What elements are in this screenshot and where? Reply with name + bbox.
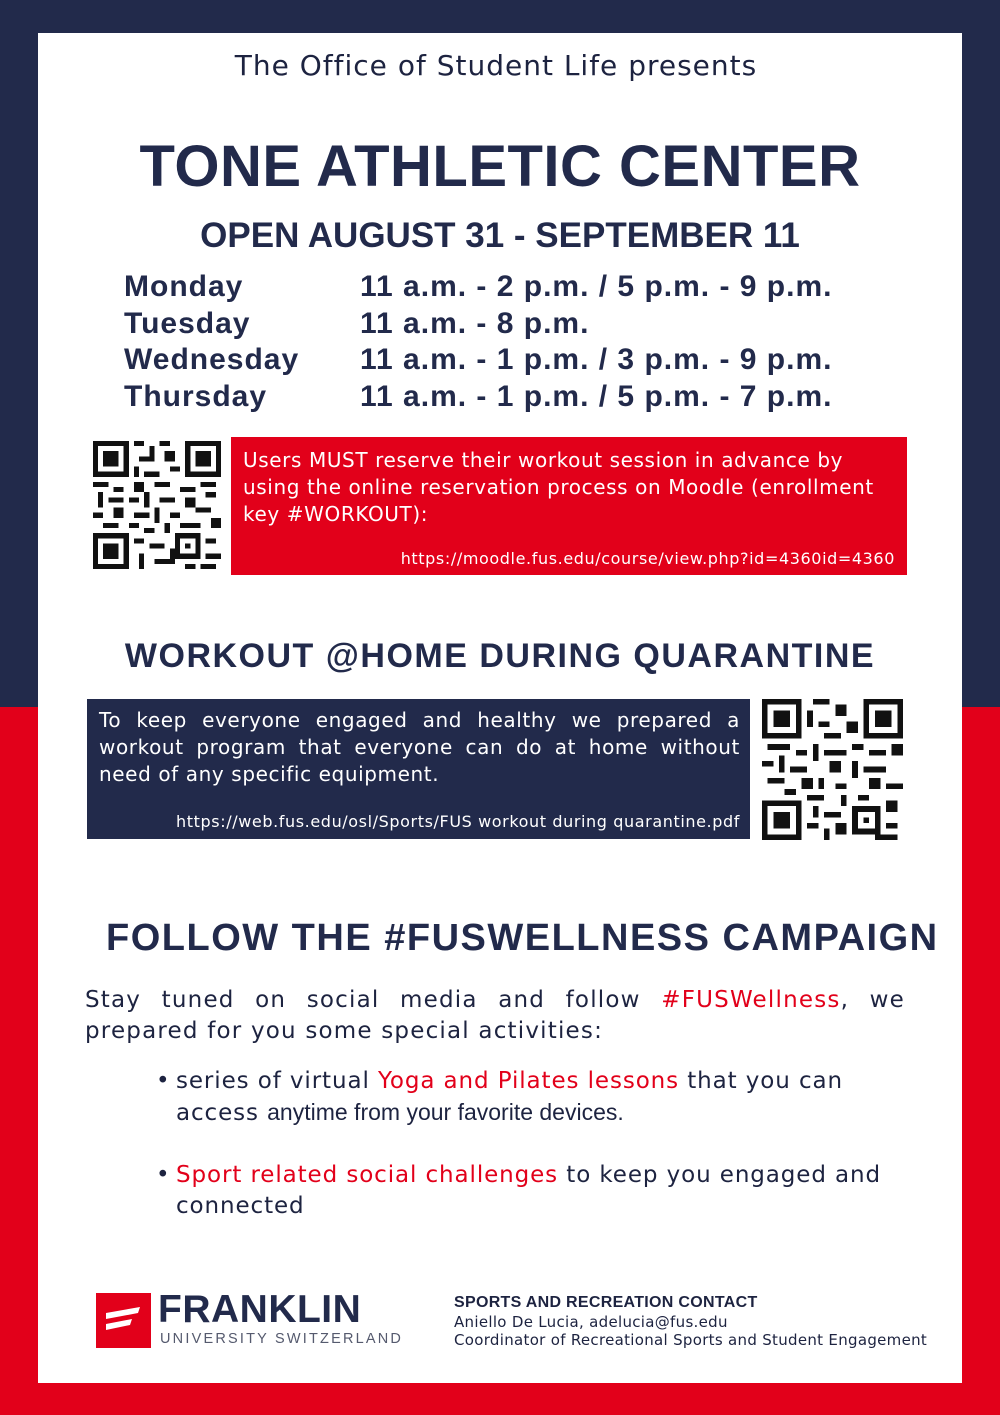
bullet-text: that you can access bbox=[176, 1068, 843, 1126]
intro-text: Stay tuned on social media and follow bbox=[85, 987, 662, 1013]
workout-heading: WORKOUT @HOME DURING QUARANTINE bbox=[124, 637, 876, 675]
activities-list bbox=[156, 1066, 886, 1253]
schedule-hours: 11 a.m. - 2 p.m. / 5 p.m. - 9 p.m. bbox=[360, 270, 833, 304]
logo-wordmark: FRANKLIN bbox=[158, 1288, 362, 1331]
workout-notice bbox=[87, 699, 750, 839]
schedule-hours: 11 a.m. - 1 p.m. / 3 p.m. - 9 p.m. bbox=[360, 343, 833, 377]
schedule-day: Thursday bbox=[124, 379, 268, 413]
workout-qr-code[interactable] bbox=[762, 699, 903, 840]
schedule-day: Wednesday bbox=[124, 343, 300, 377]
bullet-text: series of virtual bbox=[176, 1068, 378, 1094]
schedule-hours: 11 a.m. - 1 p.m. / 5 p.m. - 7 p.m. bbox=[360, 379, 833, 413]
franklin-flag-icon bbox=[96, 1293, 151, 1348]
presenter-line: The Office of Student Life presents bbox=[234, 49, 758, 82]
schedule-day: Monday bbox=[124, 270, 244, 304]
contact-block bbox=[454, 1293, 964, 1349]
schedule-day: Tuesday bbox=[124, 306, 251, 340]
bullet-text: to keep you engaged and connected bbox=[176, 1162, 882, 1219]
campaign-intro bbox=[85, 985, 905, 1047]
list-item bbox=[156, 1066, 886, 1129]
reservation-link[interactable]: https://moodle.fus.edu/course/view.php?id=4360id=4360 bbox=[400, 549, 895, 568]
schedule-row bbox=[124, 306, 924, 343]
contact-heading: SPORTS AND RECREATION CONTACT bbox=[454, 1294, 758, 1311]
poster-sheet bbox=[38, 33, 962, 1383]
bullet-text: anytime from your favorite devices. bbox=[267, 1099, 624, 1125]
schedule-row bbox=[124, 342, 924, 379]
bullet-icon: • bbox=[156, 1068, 171, 1094]
reservation-text: Users MUST reserve their workout session in advance by using the online reservation process on Moodle (enrollment key #WORKOUT): bbox=[243, 448, 874, 526]
schedule-hours: 11 a.m. - 8 p.m. bbox=[360, 306, 590, 340]
workout-text: To keep everyone engaged and healthy we prepared a workout program that everyone can do at home without need of any specific equipment. bbox=[99, 708, 740, 786]
moodle-qr-code[interactable] bbox=[93, 441, 221, 569]
opening-hours-schedule bbox=[124, 269, 924, 415]
intro-text: , we prepared for you some special activities: bbox=[85, 987, 905, 1044]
schedule-row bbox=[124, 379, 924, 416]
poster-title: TONE ATHLETIC CENTER bbox=[139, 134, 861, 199]
campaign-heading: FOLLOW THE #FUSWELLNESS CAMPAIGN bbox=[106, 917, 939, 959]
hashtag-highlight: #FUSWellness bbox=[661, 987, 841, 1013]
workout-link[interactable]: https://web.fus.edu/osl/Sports/FUS workout during quarantine.pdf bbox=[176, 812, 740, 831]
contact-name-email: Aniello De Lucia, adelucia@fus.edu bbox=[454, 1313, 728, 1331]
reservation-notice bbox=[231, 437, 907, 575]
bullet-highlight: Sport related social challenges bbox=[176, 1162, 559, 1188]
bullet-icon: • bbox=[156, 1162, 171, 1188]
contact-role: Coordinator of Recreational Sports and Student Engagement bbox=[454, 1331, 928, 1349]
open-dates: OPEN AUGUST 31 - SEPTEMBER 11 bbox=[200, 216, 800, 255]
franklin-logo bbox=[96, 1288, 404, 1349]
bullet-highlight: Yoga and Pilates lessons bbox=[377, 1068, 680, 1094]
logo-subtitle: UNIVERSITY SWITZERLAND bbox=[160, 1331, 404, 1347]
list-item bbox=[156, 1160, 886, 1222]
schedule-row bbox=[124, 269, 924, 306]
